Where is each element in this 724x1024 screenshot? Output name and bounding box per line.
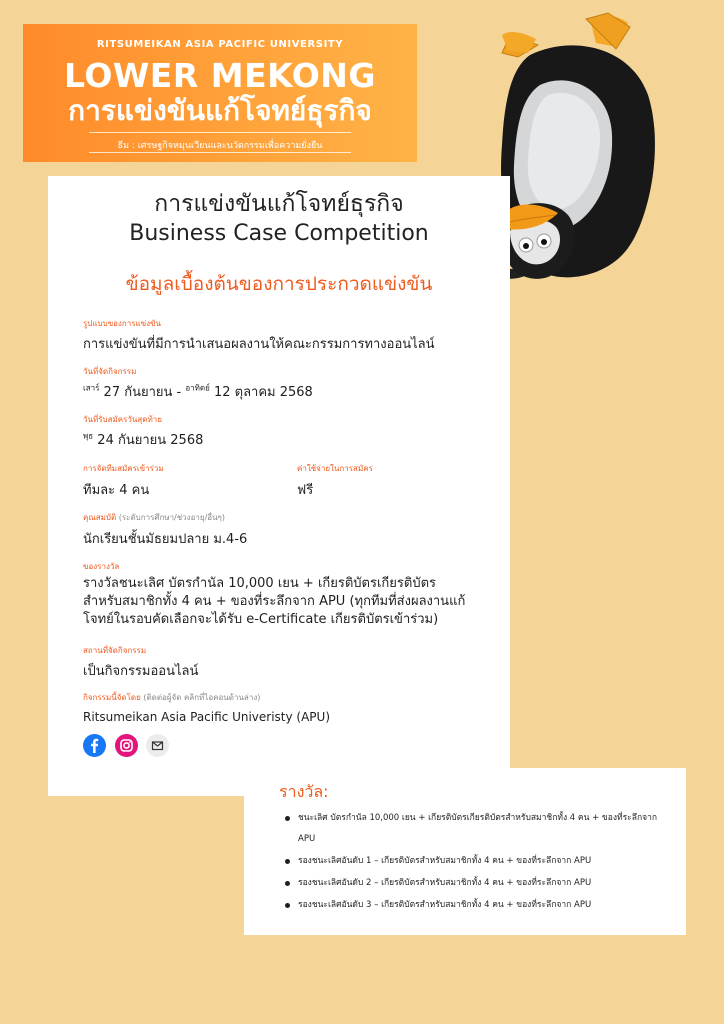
event-info-card bbox=[48, 176, 510, 796]
qualification-label-text: คุณสมบัติ bbox=[83, 513, 117, 522]
mail-link[interactable] bbox=[146, 734, 169, 757]
award-item-runner-up-1: รองชนะเลิศอันดับ 1 – เกียรติบัตรสำหรับสมาชิกทั้ง 4 คน + ของที่ระลึกจาก APU bbox=[298, 851, 668, 872]
date-day-start: เสาร์ bbox=[83, 383, 100, 393]
deadline-date: 24 กันยายน 2568 bbox=[97, 433, 204, 448]
instagram-link[interactable] bbox=[115, 734, 138, 757]
banner-divider-top bbox=[89, 132, 351, 133]
qualification-value: นักเรียนชั้นมัธยมปลาย ม.4-6 bbox=[83, 532, 248, 547]
banner-theme: ธีม : เศรษฐกิจหมุนเวียนและนวัตกรรมเพื่อความยั่งยืน bbox=[117, 141, 323, 151]
team-value: ทีมละ 4 คน bbox=[83, 483, 150, 498]
awards-card bbox=[244, 768, 686, 935]
event-banner bbox=[23, 24, 417, 162]
banner-university: RITSUMEIKAN ASIA PACIFIC UNIVERSITY bbox=[96, 39, 344, 50]
deadline-label: วันที่รับสมัครวันสุดท้าย bbox=[83, 415, 162, 424]
prize-label: ของรางวัล bbox=[83, 562, 120, 571]
organizer-hint: (ติดต่อผู้จัด คลิกที่ไอคอนด้านล่าง) bbox=[143, 693, 261, 702]
banner-divider-bottom bbox=[89, 152, 351, 153]
banner-title-th: การแข่งขันแก้โจทย์ธุรกิจ bbox=[68, 94, 372, 127]
card-title-th: การแข่งขันแก้โจทย์ธุรกิจ bbox=[154, 191, 404, 217]
qualification-hint: (ระดับการศึกษา/ช่วงอายุ/อื่นๆ) bbox=[118, 513, 225, 522]
fee-value: ฟรี bbox=[297, 483, 314, 498]
team-label: การจัดทีมสมัครเข้าร่วม bbox=[83, 464, 164, 473]
venue-value: เป็นกิจกรรมออนไลน์ bbox=[83, 664, 199, 679]
instagram-icon bbox=[115, 734, 138, 757]
fee-label: ค่าใช้จ่ายในการสมัคร bbox=[297, 464, 373, 473]
date-label: วันที่จัดกิจกรรม bbox=[83, 367, 137, 376]
date-start: 27 กันยายน - bbox=[103, 385, 186, 400]
organizer-label bbox=[83, 691, 260, 704]
award-item-runner-up-3: รองชนะเลิศอันดับ 3 – เกียรติบัตรสำหรับสมาชิกทั้ง 4 คน + ของที่ระลึกจาก APU bbox=[298, 895, 668, 916]
qualification-label bbox=[83, 511, 225, 524]
award-item-winner: ชนะเลิศ บัตรกำนัล 10,000 เยน + เกียรติบัตรเกียรติบัตรสำหรับสมาชิกทั้ง 4 คน + ของที่ระลึกจาก APU bbox=[298, 808, 668, 850]
prize-value: รางวัลชนะเลิศ บัตรกำนัล 10,000 เยน + เกียรติบัตรเกียรติบัตรสำหรับสมาชิกทั้ง 4 คน + ของที่ระลึกจาก APU (ทุกทีมที่ส่งผลงานแก้โจทย์ในรอบคัดเลือกจะได้รับ e-Certificate เกียรติบัตรเข้าร่วม) bbox=[83, 576, 466, 627]
awards-title: รางวัล: bbox=[279, 782, 329, 801]
facebook-icon bbox=[83, 734, 106, 757]
deadline-value bbox=[83, 429, 203, 450]
venue-label: สถานที่จัดกิจกรรม bbox=[83, 646, 147, 655]
deadline-day: พุธ bbox=[83, 431, 94, 441]
format-label: รูปแบบของการแข่งขัน bbox=[83, 319, 161, 328]
organizer-label-text: กิจกรรมนี้จัดโดย bbox=[83, 693, 141, 702]
mail-icon bbox=[146, 734, 169, 757]
section-title: ข้อมูลเบื้องต้นของการประกวดแข่งขัน bbox=[125, 273, 433, 295]
award-item-runner-up-2: รองชนะเลิศอันดับ 2 – เกียรติบัตรสำหรับสมาชิกทั้ง 4 คน + ของที่ระลึกจาก APU bbox=[298, 873, 668, 894]
facebook-link[interactable] bbox=[83, 734, 106, 757]
format-value: การแข่งขันที่มีการนำเสนอผลงานให้คณะกรรมการทางออนไลน์ bbox=[83, 337, 435, 352]
card-title-en: Business Case Competition bbox=[129, 221, 429, 246]
organizer-value: Ritsumeikan Asia Pacific Univeristy (APU) bbox=[83, 710, 331, 724]
date-end: 12 ตุลาคม 2568 bbox=[213, 385, 313, 400]
date-day-end: อาทิตย์ bbox=[185, 383, 210, 393]
banner-title-en: LOWER MEKONG bbox=[64, 56, 376, 95]
date-value bbox=[83, 381, 313, 402]
